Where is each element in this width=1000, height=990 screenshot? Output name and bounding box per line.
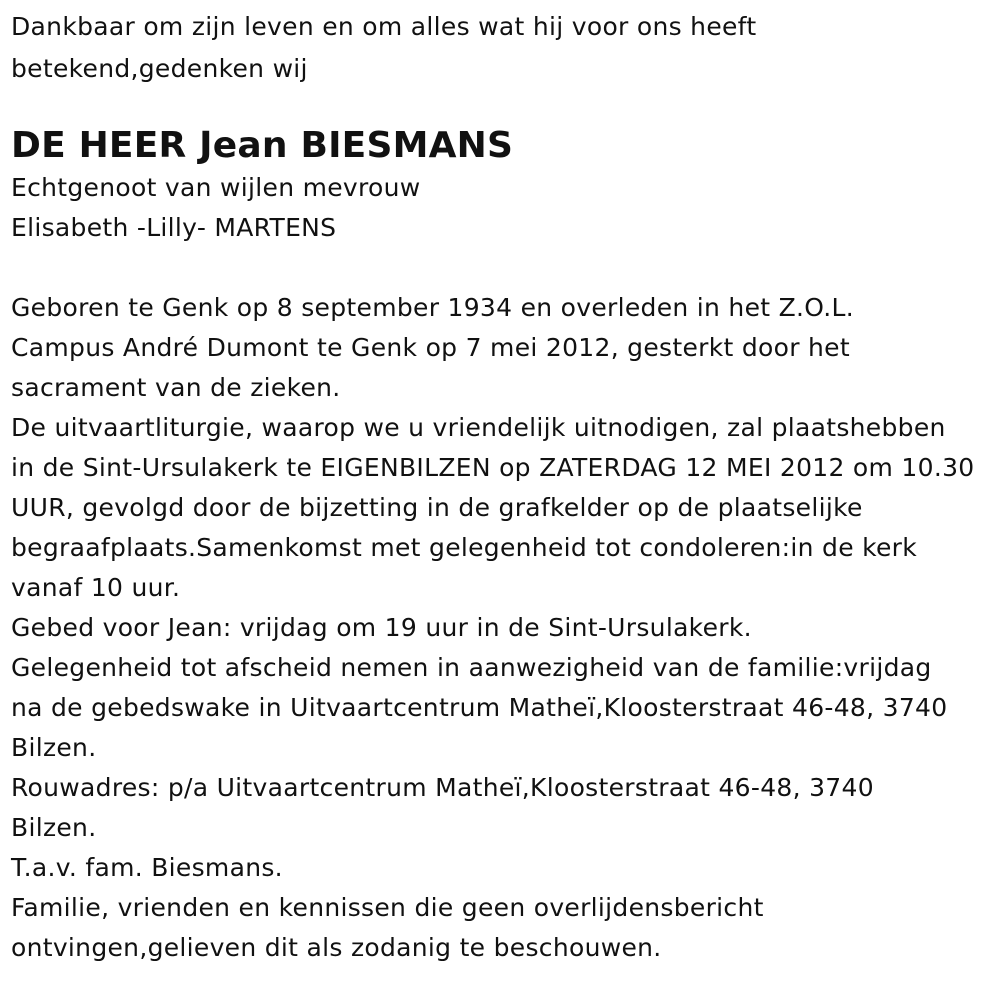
body-line: T.a.v. fam. Biesmans. xyxy=(11,853,283,882)
body-line: Campus André Dumont te Genk op 7 mei 2012, gesterkt door het xyxy=(11,333,850,362)
deceased-name: DE HEER Jean BIESMANS xyxy=(11,125,514,166)
spouse-line: Elisabeth -Lilly- MARTENS xyxy=(11,213,337,242)
body-line: Geboren te Genk op 8 september 1934 en overleden in het Z.O.L. xyxy=(11,293,854,322)
body-line: Familie, vrienden en kennissen die geen overlijdensbericht xyxy=(11,893,764,922)
spouse-info xyxy=(11,168,996,248)
obituary-notice xyxy=(11,6,996,968)
body-line: in de Sint-Ursulakerk te EIGENBILZEN op ZATERDAG 12 MEI 2012 om 10.30 xyxy=(11,453,975,482)
intro-line: Dankbaar om zijn leven en om alles wat hij voor ons heeft xyxy=(11,12,757,41)
notice-body xyxy=(11,288,996,968)
body-line: Bilzen. xyxy=(11,813,97,842)
body-line: Gelegenheid tot afscheid nemen in aanwezigheid van de familie:vrijdag xyxy=(11,653,932,682)
body-line: De uitvaartliturgie, waarop we u vriendelijk uitnodigen, zal plaatshebben xyxy=(11,413,946,442)
body-line: ontvingen,gelieven dit als zodanig te beschouwen. xyxy=(11,933,662,962)
body-line: UUR, gevolgd door de bijzetting in de grafkelder op de plaatselijke xyxy=(11,493,863,522)
body-line: Gebed voor Jean: vrijdag om 19 uur in de Sint-Ursulakerk. xyxy=(11,613,752,642)
intro-line: betekend,gedenken wij xyxy=(11,54,308,83)
body-line: Bilzen. xyxy=(11,733,97,762)
intro-text xyxy=(11,6,996,90)
spouse-line: Echtgenoot van wijlen mevrouw xyxy=(11,173,421,202)
body-line: sacrament van de zieken. xyxy=(11,373,341,402)
body-line: Rouwadres: p/a Uitvaartcentrum Matheï,Kloosterstraat 46-48, 3740 xyxy=(11,773,874,802)
body-line: na de gebedswake in Uitvaartcentrum Matheï,Kloosterstraat 46-48, 3740 xyxy=(11,693,948,722)
body-line: begraafplaats.Samenkomst met gelegenheid tot condoleren:in de kerk xyxy=(11,533,918,562)
body-line: vanaf 10 uur. xyxy=(11,573,181,602)
